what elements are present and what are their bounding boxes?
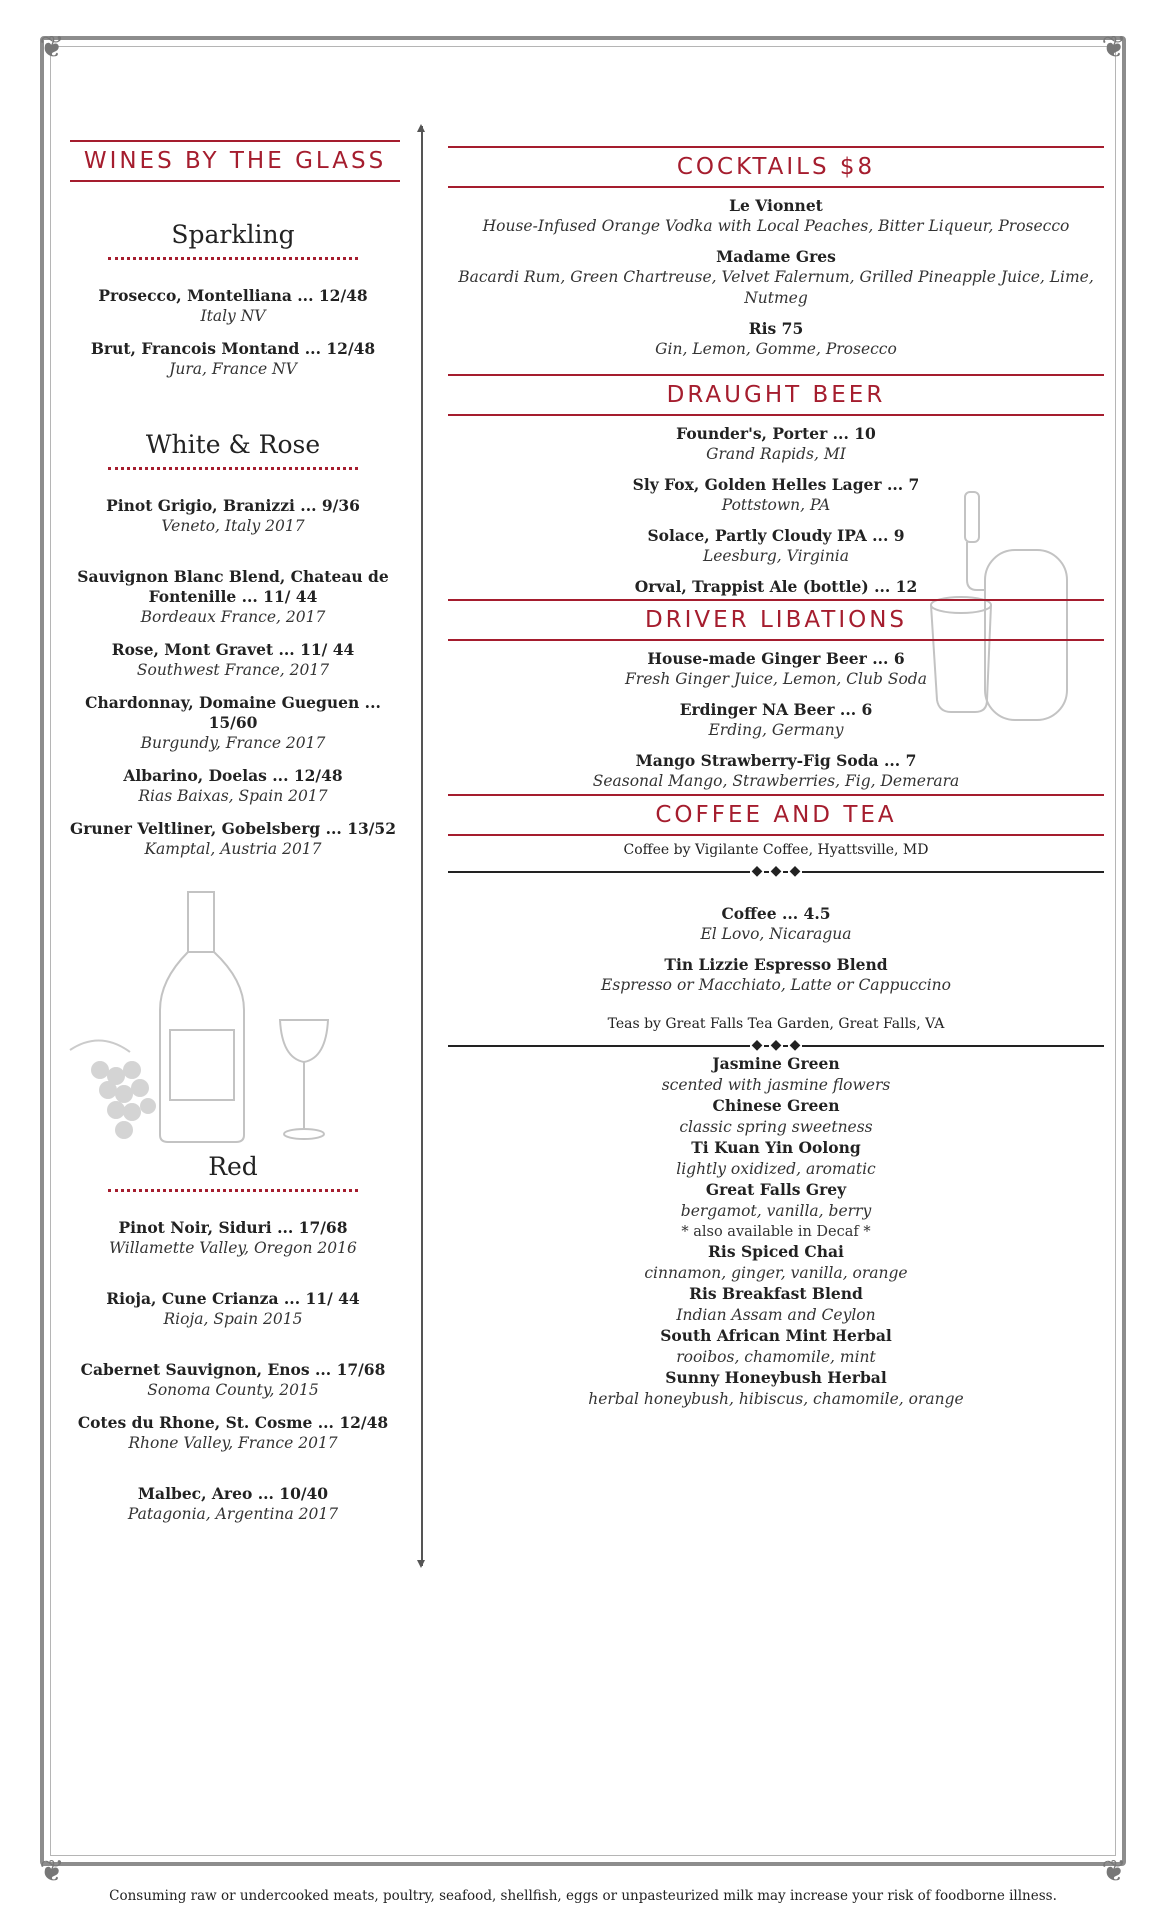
list-item: Cotes du Rhone, St. Cosme ... 12/48 Rhone Valley, France 2017 — [77, 1413, 389, 1452]
diamond-divider: ◆ ◆ ◆ — [448, 864, 1104, 878]
list-item: Ris Breakfast Blend Indian Assam and Ceylon — [676, 1284, 876, 1324]
list-item: Madame Gres Bacardi Rum, Green Chartreuse, Velvet Falernum, Grilled Pineapple Juice, Lime, Nutmeg — [458, 247, 1094, 307]
dotted-divider — [108, 253, 358, 260]
driver-libations-title: DRIVER LIBATIONS — [448, 599, 1104, 641]
list-item: Rose, Mont Gravet ... 11/ 44 Southwest France, 2017 — [111, 640, 355, 679]
list-item: Chardonnay, Domaine Gueguen ... 15/60 Burgundy, France 2017 — [85, 693, 381, 752]
floral-corner-icon: ❦ — [1101, 30, 1127, 65]
list-item: Tin Lizzie Espresso Blend Espresso or Macchiato, Latte or Cappuccino — [601, 955, 951, 994]
list-item: Founder's, Porter ... 10 Grand Rapids, MI — [676, 424, 876, 463]
list-item: Ti Kuan Yin Oolong lightly oxidized, aromatic — [676, 1138, 876, 1178]
floral-corner-icon: ❦ — [39, 30, 65, 65]
cocktails-title: COCKTAILS $8 — [448, 146, 1104, 188]
list-item: Ris 75 Gin, Lemon, Gomme, Prosecco — [655, 319, 897, 358]
coffee-source-note: Coffee by Vigilante Coffee, Hyattsville, MD — [623, 842, 929, 858]
list-item: Cabernet Sauvignon, Enos ... 17/68 Sonoma County, 2015 — [80, 1360, 386, 1399]
list-item: Orval, Trappist Ale (bottle) ... 12 — [634, 577, 918, 596]
list-item: Coffee ... 4.5 El Lovo, Nicaragua — [700, 904, 852, 943]
list-item: Sauvignon Blanc Blend, Chateau de Fontenille ... 11/ 44 Bordeaux France, 2017 — [77, 567, 389, 626]
sparkling-heading: Sparkling — [171, 220, 295, 249]
list-item: Mango Strawberry-Fig Soda ... 7 Seasonal Mango, Strawberries, Fig, Demerara — [592, 751, 960, 790]
list-item: Gruner Veltliner, Gobelsberg ... 13/52 Kamptal, Austria 2017 — [70, 819, 396, 858]
list-item: Brut, Francois Montand ... 12/48 Jura, France NV — [90, 339, 376, 378]
list-item: Sunny Honeybush Herbal herbal honeybush, hibiscus, chamomile, orange — [588, 1368, 964, 1408]
list-item: Malbec, Areo ... 10/40 Patagonia, Argentina 2017 — [127, 1484, 339, 1523]
column-divider — [421, 126, 423, 1566]
decaf-note: * also available in Decaf * — [681, 1224, 871, 1240]
list-item: Solace, Partly Cloudy IPA ... 9 Leesburg, Virginia — [647, 526, 905, 565]
food-safety-disclaimer: Consuming raw or undercooked meats, poultry, seafood, shellfish, eggs or unpasteurized milk may increase your risk of foodborne illness. — [109, 1888, 1057, 1904]
white-rose-heading: White & Rose — [145, 430, 321, 459]
list-item: Erdinger NA Beer ... 6 Erding, Germany — [679, 700, 873, 739]
dotted-divider — [108, 1185, 358, 1192]
list-item: South African Mint Herbal rooibos, chamomile, mint — [660, 1326, 892, 1366]
list-item: House-made Ginger Beer ... 6 Fresh Ginger Juice, Lemon, Club Soda — [625, 649, 927, 688]
drinks-column — [448, 146, 1104, 1410]
wine-bottle-sketch-icon — [60, 880, 350, 1170]
floral-corner-icon: ❦ — [39, 1854, 65, 1889]
draught-beer-title: DRAUGHT BEER — [448, 374, 1104, 416]
floral-corner-icon: ❦ — [1101, 1854, 1127, 1889]
dotted-divider — [108, 463, 358, 470]
list-item: Pinot Noir, Siduri ... 17/68 Willamette Valley, Oregon 2016 — [109, 1218, 357, 1257]
list-item: Albarino, Doelas ... 12/48 Rias Baixas, Spain 2017 — [123, 766, 343, 805]
list-item: Ris Spiced Chai cinnamon, ginger, vanilla, orange — [644, 1242, 908, 1282]
list-item: Prosecco, Montelliana ... 12/48 Italy NV — [98, 286, 368, 325]
red-heading: Red — [208, 1152, 258, 1181]
list-item: Chinese Green classic spring sweetness — [679, 1096, 873, 1136]
list-item: Le Vionnet House-Infused Orange Vodka with Local Peaches, Bitter Liqueur, Prosecco — [482, 196, 1070, 235]
wines-column — [66, 140, 400, 1537]
wines-title: WINES BY THE GLASS — [70, 140, 400, 182]
coffee-tea-title: COFFEE AND TEA — [448, 794, 1104, 836]
list-item: Great Falls Grey bergamot, vanilla, berry * also available in Decaf * — [448, 1180, 1104, 1242]
diamond-divider: ◆ ◆ ◆ — [448, 1038, 1104, 1052]
list-item: Jasmine Green scented with jasmine flowers — [661, 1054, 891, 1094]
list-item: Pinot Grigio, Branizzi ... 9/36 Veneto, Italy 2017 — [106, 496, 360, 535]
list-item: Sly Fox, Golden Helles Lager ... 7 Pottstown, PA — [632, 475, 920, 514]
tea-source-note: Teas by Great Falls Tea Garden, Great Falls, VA — [607, 1016, 945, 1032]
tea-list — [448, 1054, 1104, 1410]
list-item: Rioja, Cune Crianza ... 11/ 44 Rioja, Spain 2015 — [106, 1289, 360, 1328]
